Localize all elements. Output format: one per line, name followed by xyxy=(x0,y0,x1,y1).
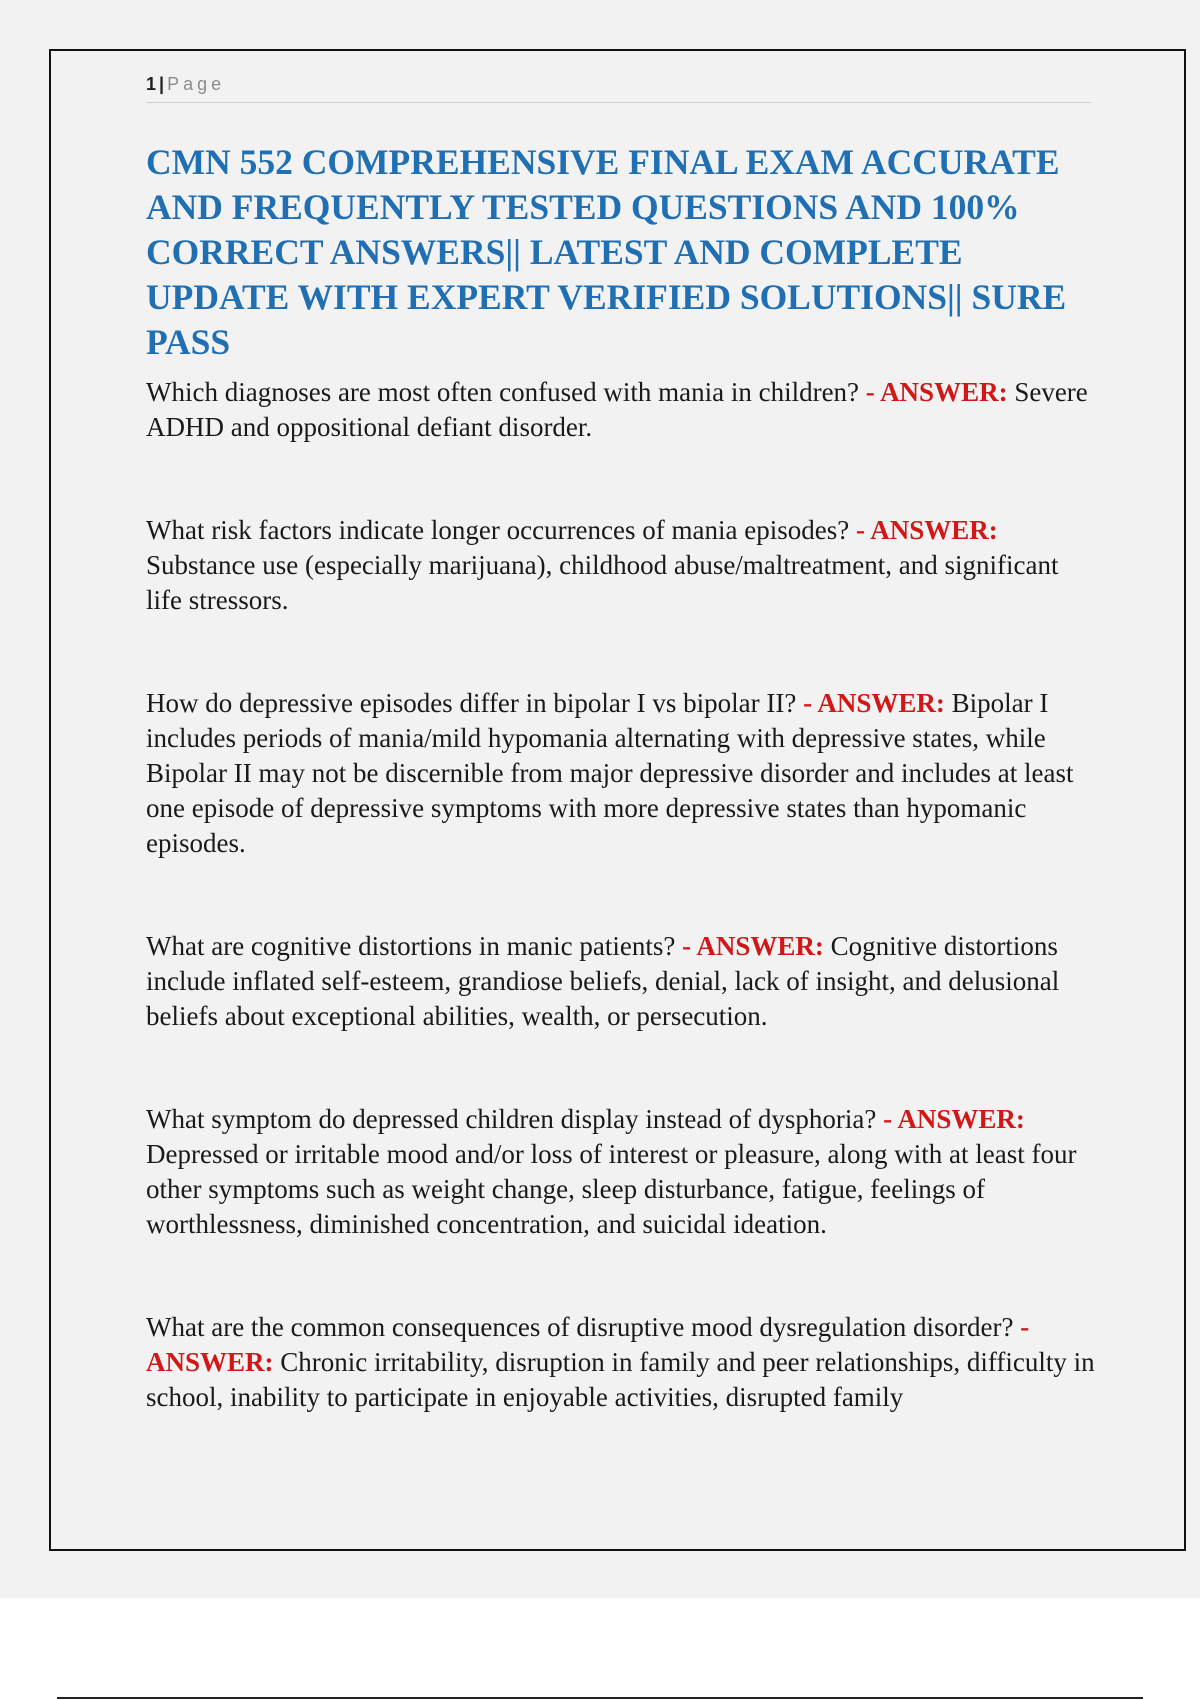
answer-label: - ANSWER: xyxy=(146,1312,1030,1377)
document-body xyxy=(146,140,1096,1483)
question-text: How do depressive episodes differ in bipolar I vs bipolar II? xyxy=(146,688,797,718)
document-title: CMN 552 COMPREHENSIVE FINAL EXAM ACCURATE AND FREQUENTLY TESTED QUESTIONS AND 100% CORRECT ANSWERS|| LATEST AND COMPLETE UPDATE WITH EXPERT VERIFIED SOLUTIONS|| SURE PASS xyxy=(146,142,1067,362)
question-text: What are the common consequences of disruptive mood dysregulation disorder? xyxy=(146,1312,1014,1342)
page-separator: | xyxy=(159,74,165,94)
question-text: What risk factors indicate longer occurrences of mania episodes? xyxy=(146,515,850,545)
qa-item xyxy=(146,1310,1096,1415)
qa-item xyxy=(146,929,1096,1034)
answer-label: - ANSWER: xyxy=(803,688,945,718)
answer-text: Chronic irritability, disruption in family and peer relationships, difficulty in school, inability to participate in enjoyable activities, disrupted family xyxy=(146,1347,1095,1412)
answer-label: - ANSWER: xyxy=(682,931,824,961)
qa-item xyxy=(146,513,1096,618)
answer-text: Substance use (especially marijuana), childhood abuse/maltreatment, and significant life stressors. xyxy=(146,550,1059,615)
page-header xyxy=(146,72,1091,103)
qa-item xyxy=(146,1102,1096,1242)
page-word: Page xyxy=(167,74,226,94)
page-number: 1 xyxy=(146,74,157,94)
next-page-top-rule xyxy=(57,1697,1143,1699)
answer-label: - ANSWER: xyxy=(865,377,1008,407)
answer-text: Depressed or irritable mood and/or loss of interest or pleasure, along with at least four other symptoms such as weight change, sleep disturbance, fatigue, feelings of worthlessness, diminished concentration, and suicidal ideation. xyxy=(146,1139,1077,1239)
answer-text: Bipolar I includes periods of mania/mild hypomania alternating with depressive states, while Bipolar II may not be discernible from major depressive disorder and includes at least one episode of depressive symptoms with more depressive states than hypomanic episodes. xyxy=(146,688,1074,858)
question-text: Which diagnoses are most often confused with mania in children? xyxy=(146,377,860,407)
qa-item xyxy=(146,686,1096,861)
question-text: What are cognitive distortions in manic patients? xyxy=(146,931,676,961)
answer-label: - ANSWER: xyxy=(855,515,998,545)
answer-text: Cognitive distortions include inflated self-esteem, grandiose beliefs, denial, lack of insight, and delusional beliefs about exceptional abilities, wealth, or persecution. xyxy=(146,931,1060,1031)
answer-label: - ANSWER: xyxy=(883,1104,1025,1134)
answer-text: Severe ADHD and oppositional defiant disorder. xyxy=(146,377,1088,442)
question-text: What symptom do depressed children display instead of dysphoria? xyxy=(146,1104,877,1134)
qa-item xyxy=(146,375,1096,445)
